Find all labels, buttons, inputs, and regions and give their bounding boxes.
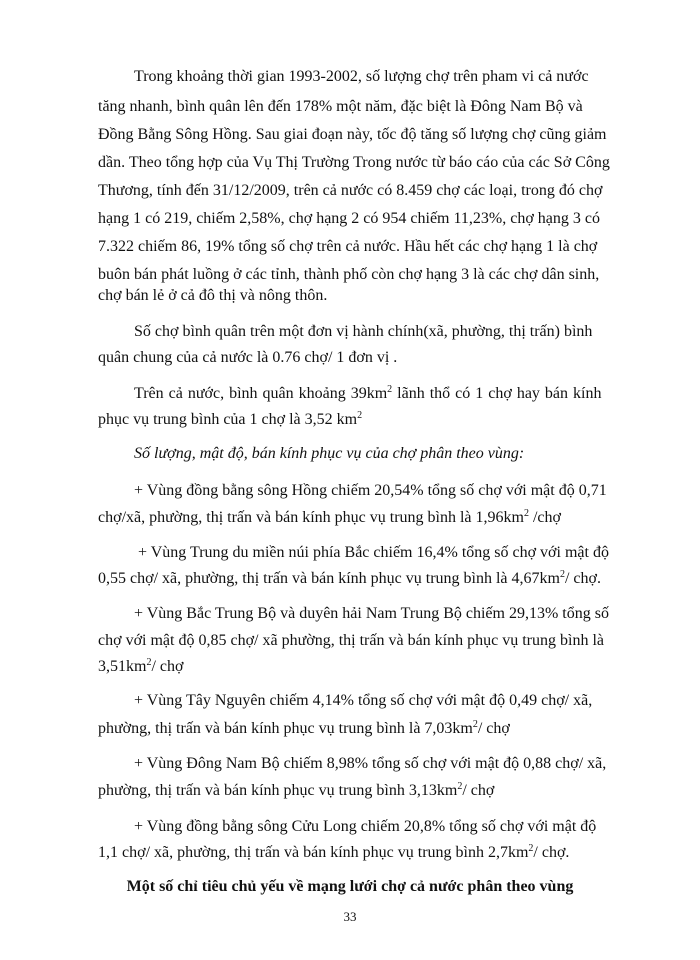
paragraph-line: + Vùng Tây Nguyên chiếm 4,14% tổng số chợ với mật độ 0,49 chợ/ xã, (134, 692, 593, 709)
paragraph-line: Số chợ bình quân trên một đơn vị hành chính(xã, phường, thị trấn) bình (134, 323, 593, 340)
paragraph-line: chợ với mật độ 0,85 chợ/ xã phường, thị trấn và bán kính phục vụ trung bình là (98, 632, 604, 649)
paragraph-line: buôn bán phát luồng ở các tỉnh, thành phố còn chợ hạng 3 là các chợ dân sinh, (98, 266, 600, 283)
paragraph-line: dần. Theo tổng hợp của Vụ Thị Trường Trong nước từ báo cáo của các Sở Công (98, 154, 610, 171)
paragraph-line: Trên cả nước, bình quân khoảng $39km^2$ lãnh thổ có 1 chợ hay bán kính (134, 384, 602, 402)
paragraph-line: + Vùng đồng bằng sông Cửu Long chiếm 20,8% tổng số chợ với mật độ (134, 818, 597, 835)
paragraph-line: chợ bán lẻ ở cả đô thị và nông thôn. (98, 287, 328, 304)
paragraph-line: 0,55 chợ/ xã, phường, thị trấn và bán kính phục vụ trung bình là $4,67km^2/$ chợ. (98, 569, 601, 587)
paragraph-line: phường, thị trấn và bán kính phục vụ trung bình $3,13km^2/$ chợ (98, 781, 495, 799)
table-title: Một số chỉ tiêu chủ yếu về mạng lưới chợ cả nước phân theo vùng (126, 878, 574, 895)
section-subheading: Số lượng, mật độ, bán kính phục vụ của chợ phân theo vùng: (134, 445, 525, 462)
paragraph-line: tăng nhanh, bình quân lên đến 178% một năm, đặc biệt là Đông Nam Bộ và (98, 98, 583, 115)
paragraph-line: Đồng Bằng Sông Hồng. Sau giai đoạn này, tốc độ tăng số lượng chợ cũng giảm (98, 126, 607, 143)
paragraph-line: + Vùng đồng bằng sông Hồng chiếm 20,54% tổng số chợ với mật độ 0,71 (134, 482, 607, 499)
paragraph-line: hạng 1 có 219, chiếm 2,58%, chợ hạng 2 có 954 chiếm 11,23%, chợ hạng 3 có (98, 210, 600, 227)
paragraph-line: chợ/xã, phường, thị trấn và bán kính phục vụ trung bình là $1,96km^2$ /chợ (98, 508, 561, 526)
paragraph-line: $3,51km^2/$ chợ (98, 657, 184, 675)
paragraph-line: Trong khoảng thời gian 1993-2002, số lượng chợ trên pham vi cả nước (134, 68, 589, 85)
paragraph-line: + Vùng Trung du miền núi phía Bắc chiếm 16,4% tổng số chợ với mật độ (138, 544, 609, 561)
paragraph-line: phục vụ trung bình của 1 chợ là 3,52 $km^2$ (98, 410, 363, 428)
paragraph-line: + Vùng Bắc Trung Bộ và duyên hải Nam Trung Bộ chiếm 29,13% tổng số (134, 605, 609, 622)
paragraph-line: Thương, tính đến 31/12/2009, trên cả nước có 8.459 chợ các loại, trong đó chợ (98, 182, 603, 199)
page-number: 33 (343, 909, 357, 924)
paragraph-line: quân chung của cả nước là 0.76 chợ/ 1 đơn vị . (98, 349, 398, 366)
paragraph-line: 7.322 chiếm 86, 19% tổng số chợ trên cả nước. Hầu hết các chợ hạng 1 là chợ (98, 238, 598, 255)
paragraph-line: 1,1 chợ/ xã, phường, thị trấn và bán kính phục vụ trung bình $2,7km^2/$ chợ. (98, 843, 570, 861)
paragraph-line: phường, thị trấn và bán kính phục vụ trung bình là $7,03km^2/$ chợ (98, 719, 510, 737)
paragraph-line: + Vùng Đông Nam Bộ chiếm 8,98% tổng số chợ với mật độ 0,88 chợ/ xã, (134, 755, 607, 772)
